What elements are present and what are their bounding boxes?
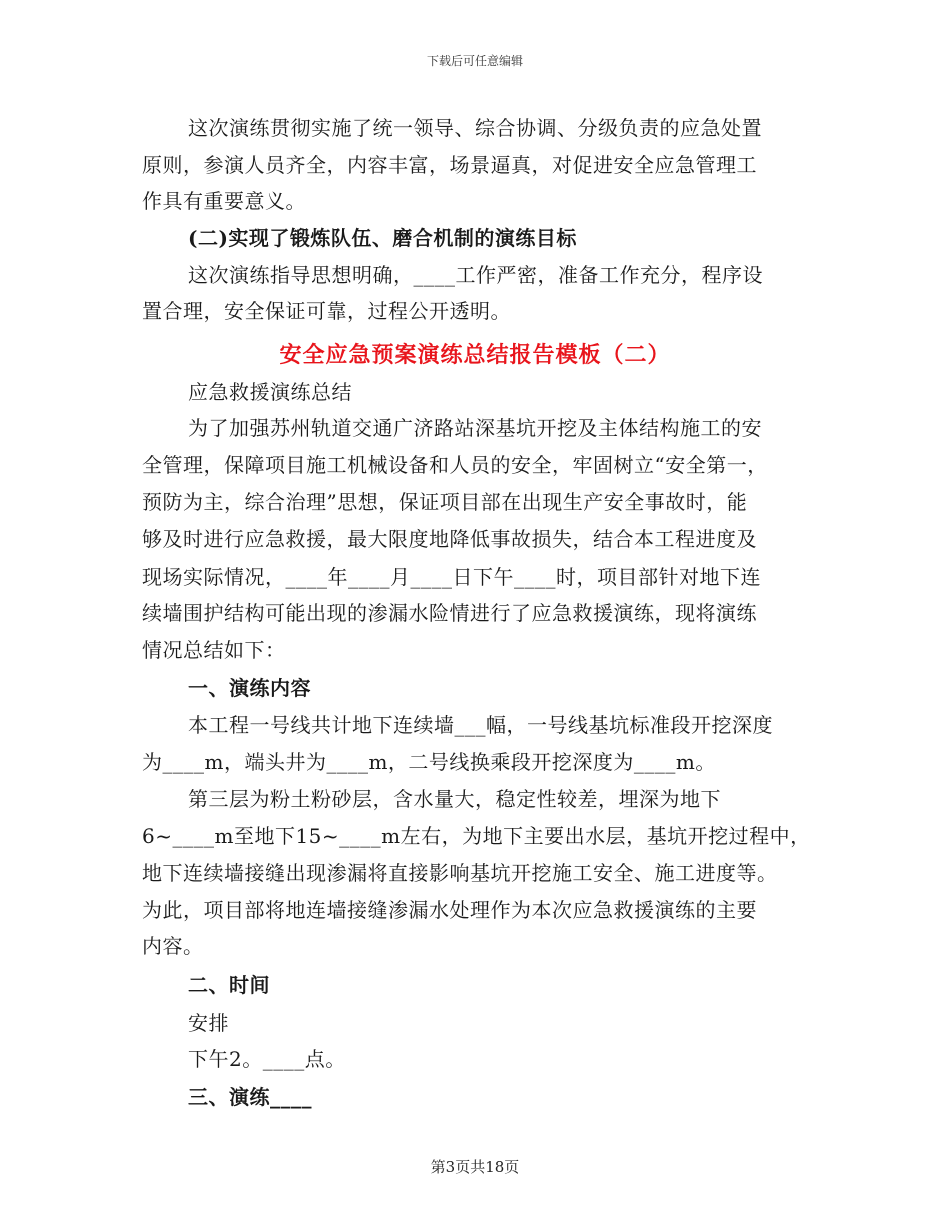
paragraph-line: 作具有重要意义。 [142,189,306,213]
paragraph-line: 续墙围护结构可能出现的渗漏水险情进行了应急救援演练，现将演练 [142,601,757,625]
paragraph-line: 预防为主，综合治理”思想，保证项目部在出现生产安全事故时，能 [142,490,748,514]
subtitle: 应急救援演练总结 [188,380,352,404]
document-title: 安全应急预案演练总结报告模板（二） [279,342,671,368]
section-heading: 三、演练____ [188,1085,312,1109]
paragraph-line: 为了加强苏州轨道交通广济路站深基坑开挖及主体结构施工的安 [188,416,762,440]
section-heading: (二)实现了锻炼队伍、磨合机制的演练目标 [188,226,577,250]
paragraph-line: 本工程一号线共计地下连续墙___幅，一号线基坑标准段开挖深度 [188,713,773,737]
page-header: 下载后可任意编辑 [426,54,523,68]
paragraph-line: 为此，项目部将地连墙接缝渗漏水处理作为本次应急救援演练的主要 [142,898,757,922]
paragraph-line: 第三层为粉土粉砂层，含水量大，稳定性较差，埋深为地下 [188,787,721,811]
paragraph-line: 这次演练指导思想明确，____工作严密，准备工作充分，程序设 [188,263,763,287]
paragraph-line: 下午2。____点。 [188,1047,346,1071]
paragraph-line: 安排 [188,1011,229,1035]
page-footer: 第3页共18页 [430,1158,520,1176]
section-heading: 二、时间 [188,973,270,997]
paragraph-line: 地下连续墙接缝出现渗漏将直接影响基坑开挖施工安全、施工进度等。 [142,861,778,885]
paragraph-line: 原则，参演人员齐全，内容丰富，场景逼真，对促进安全应急管理工 [142,153,757,177]
section-heading: 一、演练内容 [188,676,311,700]
paragraph-line: 够及时进行应急救援，最大限度地降低事故损失，结合本工程进度及 [142,527,757,551]
paragraph-line: 情况总结如下： [142,638,286,662]
paragraph-line: 6~____m至地下15~____m左右，为地下主要出水层，基坑开挖过程中， [142,824,811,848]
paragraph-line: 为____m，端头井为____m，二号线换乘段开挖深度为____m。 [142,750,716,774]
paragraph-line: 置合理，安全保证可靠，过程公开透明。 [142,299,511,323]
paragraph-line: 这次演练贯彻实施了统一领导、综合协调、分级负责的应急处置 [188,116,762,140]
paragraph-line: 现场实际情况，____年____月____日下午____时，项目部针对地下连 [142,565,761,589]
paragraph-line: 内容。 [142,934,204,958]
paragraph-line: 全管理，保障项目施工机械设备和人员的安全，牢固树立“安全第一， [142,453,768,477]
